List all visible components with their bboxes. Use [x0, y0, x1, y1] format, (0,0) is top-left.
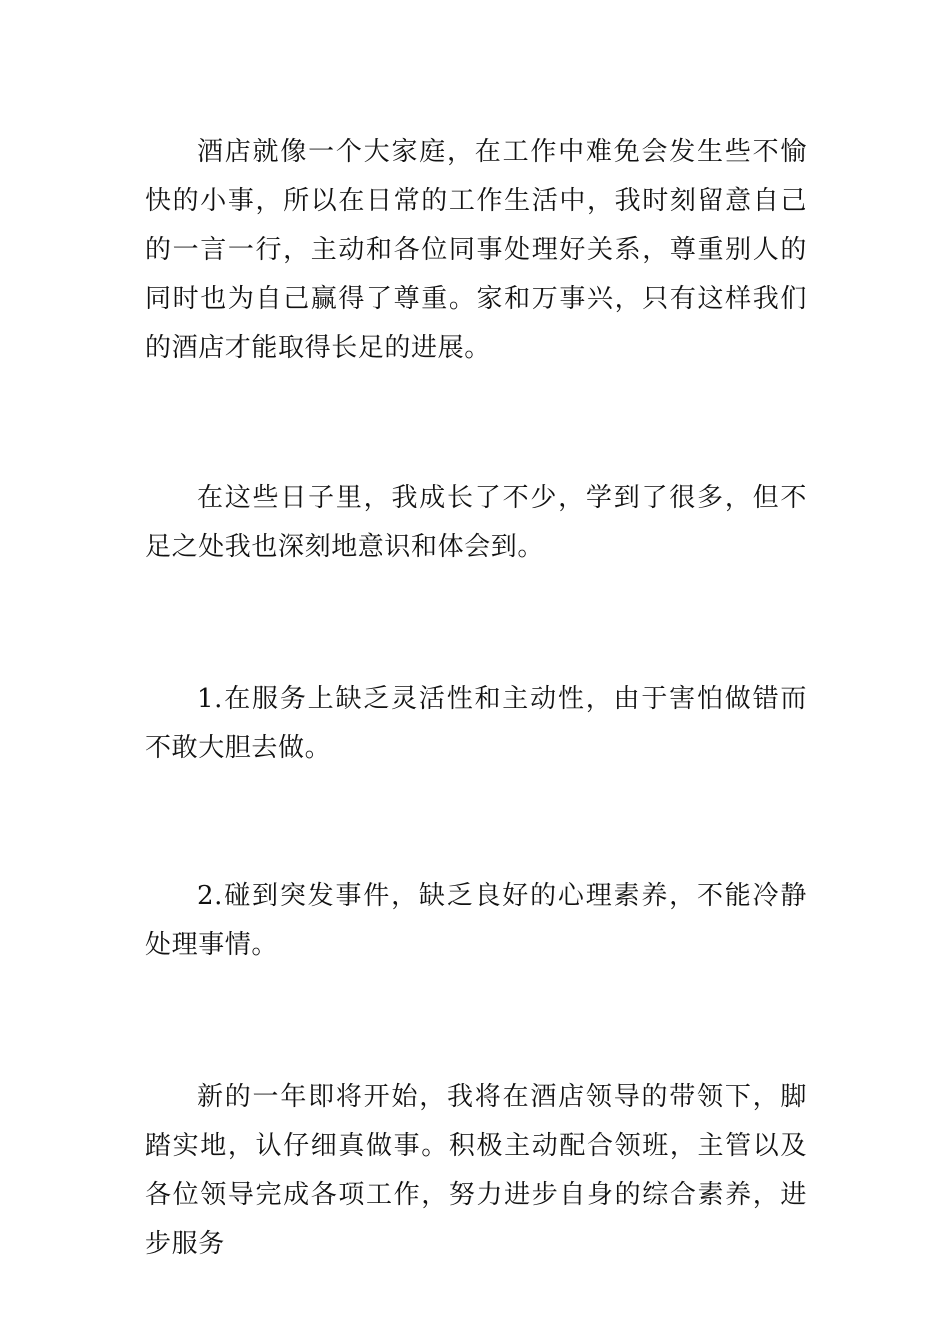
paragraph-shortcoming-2: 2.碰到突发事件，缺乏良好的心理素养，不能冷静处理事情。 — [145, 881, 807, 960]
paragraph-shortcoming-1: 1.在服务上缺乏灵活性和主动性，由于害怕做错而不敢大胆去做。 — [145, 684, 807, 763]
paragraph-growth-reflection: 在这些日子里，我成长了不少，学到了很多，但不足之处我也深刻地意识和体会到。 — [145, 483, 807, 562]
paragraph-new-year-plan: 新的一年即将开始，我将在酒店领导的带领下，脚踏实地，认仔细真做事。积极主动配合领班，主管以及各位领导完成各项工作，努力进步自身的综合素养，进步服务 — [145, 1082, 807, 1259]
paragraph-team-relations: 酒店就像一个大家庭，在工作中难免会发生些不愉快的小事，所以在日常的工作生活中，我时刻留意自己的一言一行，主动和各位同事处理好关系，尊重别人的同时也为自己赢得了尊重。家和万事兴，只有这样我们的酒店才能取得长足的进展。 — [145, 137, 807, 363]
